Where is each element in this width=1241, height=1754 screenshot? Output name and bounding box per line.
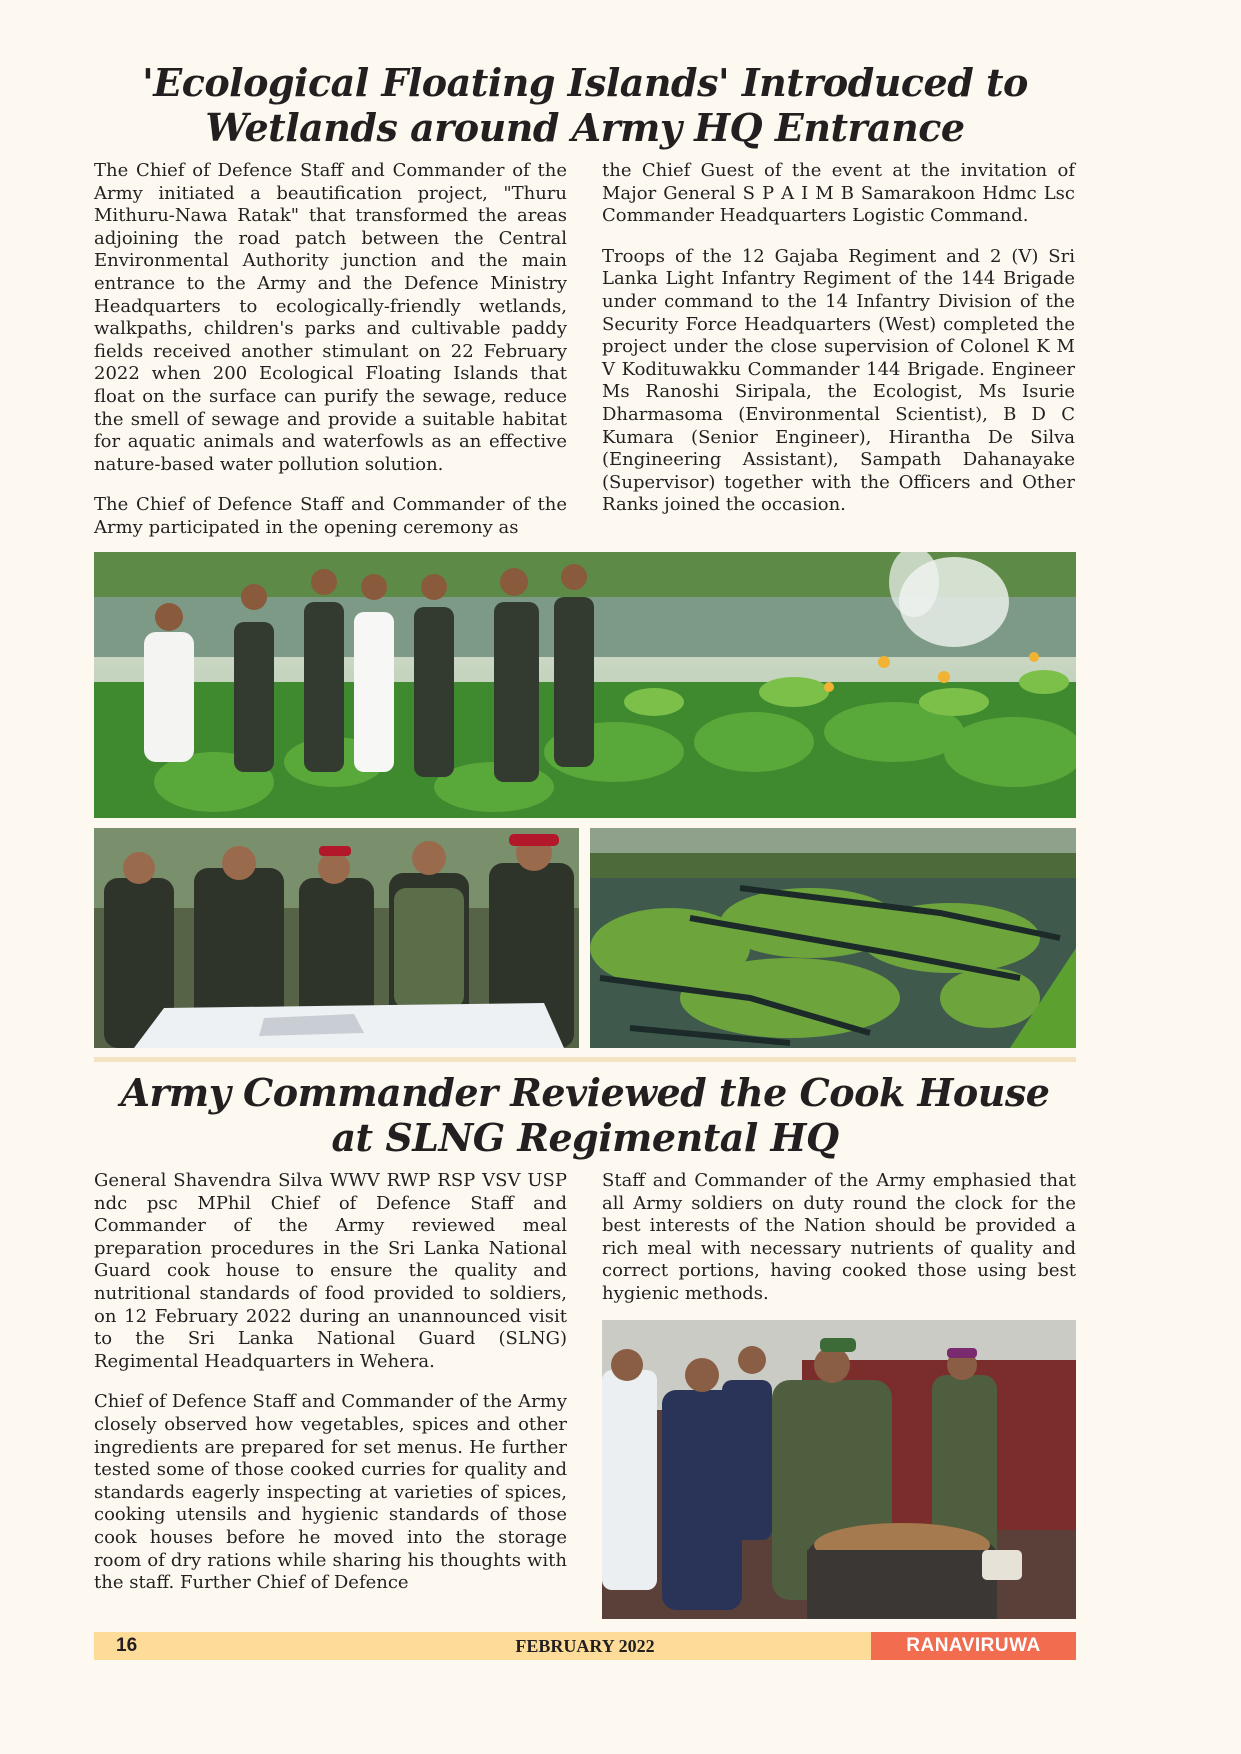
section-divider [94,1057,1076,1062]
article1-paragraph: The Chief of Defence Staff and Commander of the Army participated in the opening ceremony as [94,494,567,538]
floating-islands-photo [590,828,1076,1048]
article2-paragraph: General Shavendra Silva WWV RWP RSP VSV USP ndc psc MPhil Chief of Defence Staff and Commander of the Army reviewed meal preparation procedures in the Sri Lanka National Guard cook house to ensure the quality and nutritional standards of food provided to soldiers, on 12 February 2022 during an unannounced visit to the Sri Lanka National Guard (SLNG) Regimental Headquarters in Wehera. [94,1170,567,1372]
article2-left-column [94,1170,567,1613]
officers-inspecting-plans-photo [94,828,579,1048]
article2-paragraph: Chief of Defence Staff and Commander of the Army closely observed how vegetables, spices and other ingredients are prepared for set menus. He further tested some of those cooked curries for quality and standards eagerly inspecting at varieties of spices, cooking utensils and hygienic standards of those cook houses before he moved into the storage room of dry rations while sharing his thoughts with the staff. Further Chief of Defence [94,1391,567,1594]
article1-paragraph: Troops of the 12 Gajaba Regiment and 2 (V) Sri Lanka Light Infantry Regiment of the 144 Brigade under command to the 14 Infantry Division of the Security Force Headquarters (West) completed the project under the close supervision of Colonel K M V Kodituwakku Commander 144 Brigade. Engineer Ms Ranoshi Siripala, the Ecologist, Ms Isurie Dharmasoma (Environmental Scientist), B D C Kumara (Senior Engineer), Hirantha De Silva (Engineering Assistant), Sampath Dahanayake (Supervisor) together with the Officers and Other Ranks joined the occasion. [602,245,1075,516]
article2-paragraph: Staff and Commander of the Army emphasied that all Army soldiers on duty round the clock for the best interests of the Nation should be provided a rich meal with necessary nutrients of quality and correct portions, having cooked those using best hygienic methods. [602,1170,1076,1304]
article1-left-column [94,160,567,558]
article1-paragraph: The Chief of Defence Staff and Commander of the Army initiated a beautification project, "Thuru Mithuru-Nawa Ratak" that transformed the areas adjoining the road patch between the Central Environmental Authority junction and the main entrance to the Army and the Defence Ministry Headquarters to ecologically-friendly wetlands, walkpaths, children's parks and cultivable paddy fields received another stimulant on 22 February 2022 when 200 Ecological Floating Islands that float on the surface can purify the sewage, reduce the smell of sewage and provide a suitable habitat for aquatic animals and waterfowls as an effective nature-based water pollution solution. [94,160,567,475]
publication-name: RANAVIRUWA [871,1632,1076,1660]
wetland-ceremony-photo [94,552,1076,818]
issue-date: FEBRUARY 2022 [515,1636,655,1656]
cook-house-visit-photo [602,1320,1076,1619]
article2-right-column [602,1170,1076,1324]
article1-right-column [602,160,1075,535]
page-number: 16 [116,1635,138,1656]
article2-headline: Army Commander Reviewed the Cook House at SLNG Regimental HQ [120,1070,1050,1160]
article1-paragraph: the Chief Guest of the event at the invitation of Major General S P A I M B Samarakoon Hdmc Lsc Commander Headquarters Logistic Command. [602,160,1075,227]
article1-headline: 'Ecological Floating Islands' Introduced to Wetlands around Army HQ Entrance [142,60,1028,150]
